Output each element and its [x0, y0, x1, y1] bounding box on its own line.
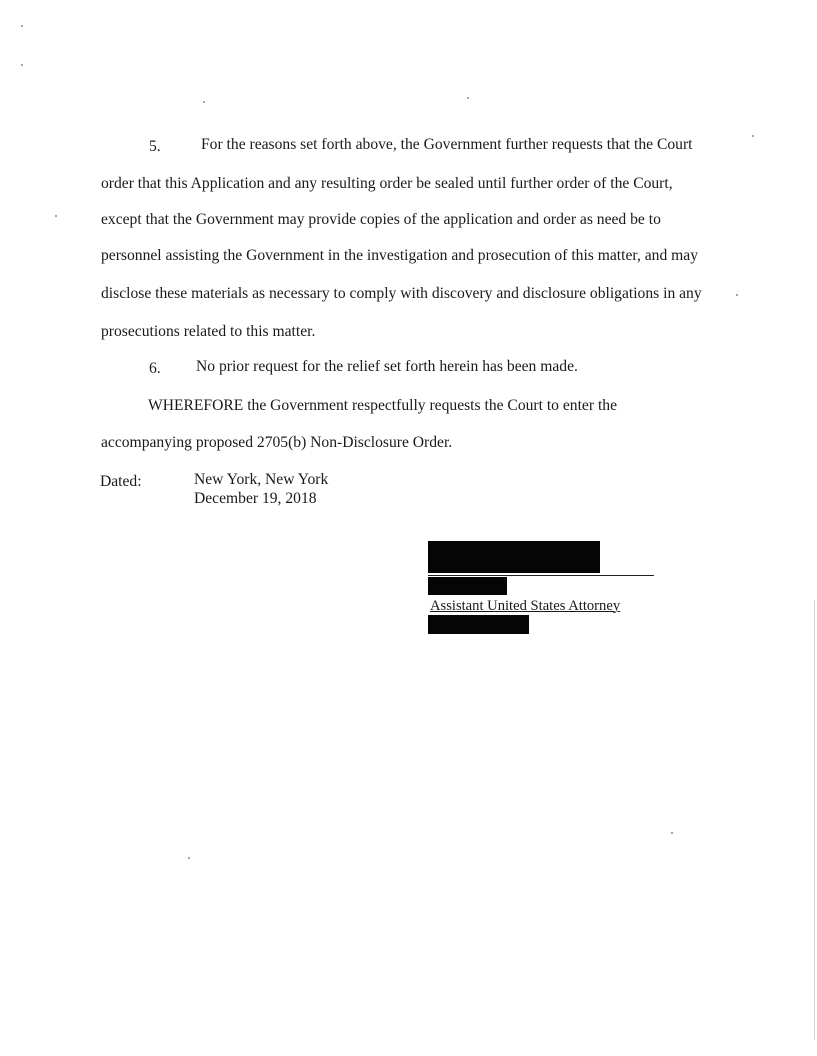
scan-speck — [21, 25, 23, 27]
paragraph-5-line-2: order that this Application and any resulting order be sealed until further order of the Court, — [101, 175, 673, 192]
paragraph-5-number: 5. — [149, 138, 161, 155]
redacted-contact — [428, 615, 529, 634]
scan-speck — [21, 64, 23, 66]
scan-speck — [467, 97, 469, 99]
scan-speck — [736, 294, 738, 296]
dated-location: New York, New York — [194, 471, 329, 488]
scan-edge-shadow — [814, 600, 815, 1040]
wherefore-line-1: WHEREFORE the Government respectfully requests the Court to enter the — [148, 397, 617, 414]
scan-speck — [55, 215, 57, 217]
paragraph-5-line-4: personnel assisting the Government in the investigation and prosecution of this matter, and may — [101, 247, 699, 264]
scan-speck — [188, 857, 190, 859]
paragraph-5-line-6: prosecutions related to this matter. — [101, 323, 316, 340]
dated-label: Dated: — [100, 473, 142, 490]
paragraph-5-line-3: except that the Government may provide copies of the application and order as need be to — [101, 211, 661, 228]
wherefore-line-2: accompanying proposed 2705(b) Non-Disclosure Order. — [101, 434, 453, 451]
paragraph-6-text: No prior request for the relief set forth herein has been made. — [196, 358, 578, 375]
scan-speck — [203, 101, 205, 103]
paragraph-5-line-1: For the reasons set forth above, the Government further requests that the Court — [201, 136, 693, 153]
paragraph-5-line-5: disclose these materials as necessary to comply with discovery and disclosure obligations in any — [101, 285, 702, 302]
dated-date: December 19, 2018 — [194, 490, 317, 507]
redacted-name — [428, 577, 507, 595]
scan-speck — [671, 832, 673, 834]
scan-speck — [752, 135, 754, 137]
signature-rule — [428, 575, 654, 576]
redacted-signature — [428, 541, 600, 573]
signature-title: Assistant United States Attorney — [430, 598, 621, 614]
paragraph-6-number: 6. — [149, 360, 161, 377]
